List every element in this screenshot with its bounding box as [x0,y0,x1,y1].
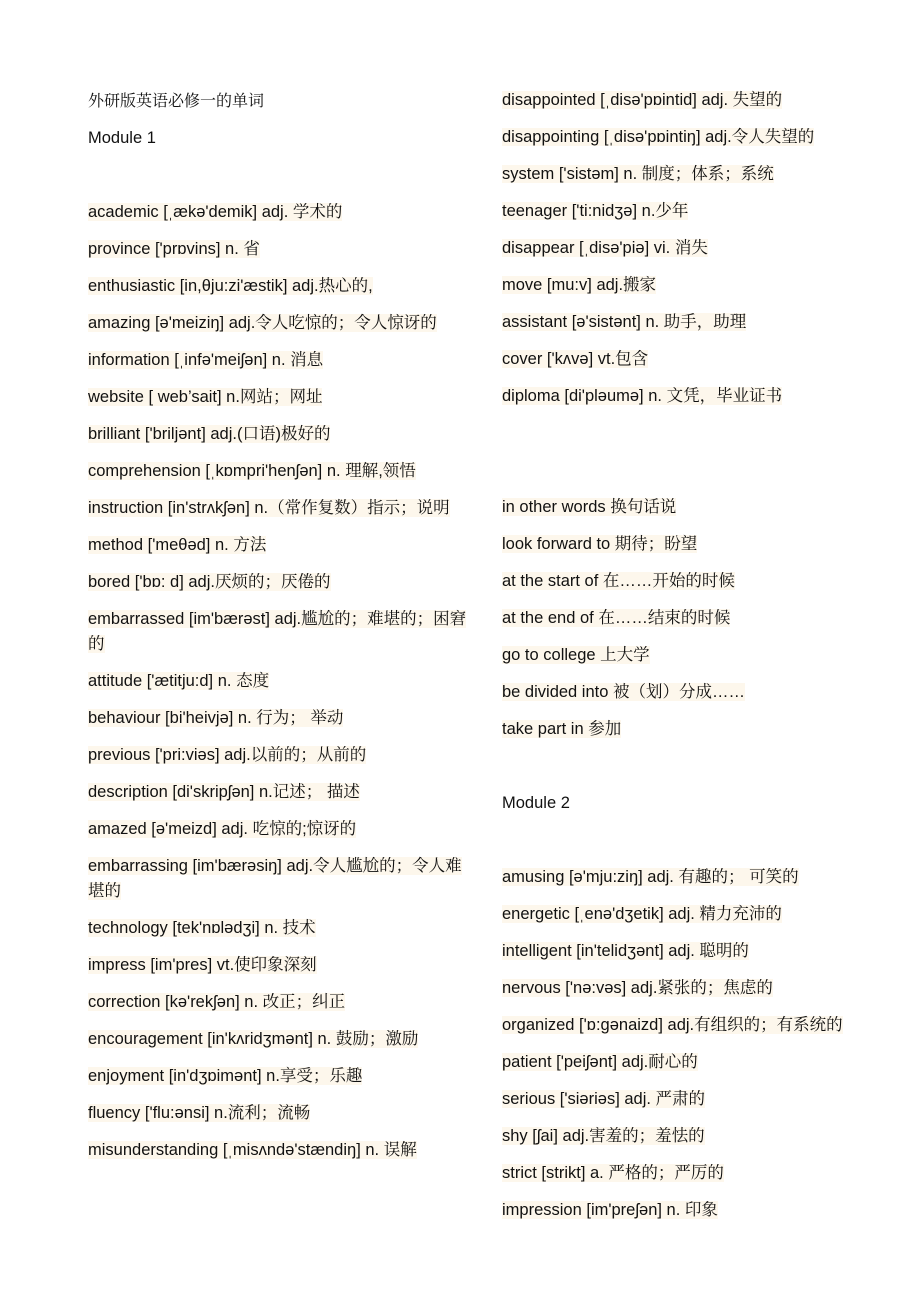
vocab-entry: strict [strikt] a. 严格的；严厉的 [502,1164,724,1182]
vocab-entry: website [ web’sait] n.网站；网址 [88,388,323,406]
vocab-entry: take part in 参加 [502,720,622,738]
paragraph [88,274,478,299]
paragraph [88,990,478,1015]
vocab-entry: nervous ['nə:vəs] adj.紧张的；焦虑的 [502,979,773,997]
vocab-entry: enthusiastic [in,θju:zi'æstik] adj.热心的, [88,277,373,295]
module-heading: Module 1 [88,129,156,147]
vocab-entry: attitude ['ætitju:d] n. 态度 [88,672,270,690]
paragraph [502,273,882,298]
vocab-entry: comprehension [ˌkɒmpri'henʃən] n. 理解,领悟 [88,462,416,480]
paragraph [88,854,478,904]
paragraph [502,1161,882,1186]
vocab-entry: academic [ˌækə'demik] adj. 学术的 [88,203,343,221]
paragraph [88,88,478,114]
paragraph [502,902,882,927]
vocab-entry: organized ['ɒ:gənaizd] adj.有组织的；有系统的 [502,1016,843,1034]
blank-line [502,458,882,483]
vocab-entry: intelligent [in'telidʒənt] adj. 聪明的 [502,942,749,960]
module-heading: Module 2 [502,794,570,812]
right-column [502,88,882,1235]
paragraph [502,1050,882,1075]
paragraph [88,422,478,447]
vocab-entry: misunderstanding [ˌmisʌndə'stændiŋ] n. 误解 [88,1141,417,1159]
paragraph [88,496,478,521]
paragraph [88,237,478,262]
vocab-entry: technology [tek'nɒlədʒi] n. 技术 [88,919,316,937]
vocab-entry: bored ['bɒ: d] adj.厌烦的；厌倦的 [88,573,331,591]
vocab-entry: cover ['kʌvə] vt.包含 [502,350,649,368]
paragraph [502,606,882,631]
paragraph [88,607,478,657]
document-title: 外研版英语必修一的单词 [88,91,265,110]
vocab-entry: information [ˌinfə'meiʃən] n. 消息 [88,351,324,369]
paragraph [502,976,882,1001]
vocab-entry: disappear [ˌdisə'piə] vi. 消失 [502,239,708,257]
blank-line [88,163,478,188]
paragraph [502,162,882,187]
paragraph [502,88,882,113]
paragraph [88,1064,478,1089]
paragraph [88,533,478,558]
paragraph [502,643,882,668]
paragraph [88,1138,478,1163]
paragraph [502,1124,882,1149]
paragraph [88,817,478,842]
vocab-entry: embarrassing [im'bærəsiŋ] adj.令人尴尬的；令人难堪的 [88,857,462,900]
paragraph [502,1013,882,1038]
paragraph [88,916,478,941]
vocab-entry: energetic [ˌenə'dʒetik] adj. 精力充沛的 [502,905,782,923]
paragraph [502,532,882,557]
vocab-entry: province ['prɒvins] n. 省 [88,240,260,258]
paragraph [502,865,882,890]
paragraph [502,236,882,261]
paragraph [88,200,478,225]
paragraph [502,939,882,964]
vocab-entry: instruction [in'strʌkʃən] n.（常作复数）指示；说明 [88,499,450,517]
paragraph [502,125,882,150]
vocab-entry: method ['meθəd] n. 方法 [88,536,267,554]
paragraph [88,348,478,373]
paragraph [502,569,882,594]
vocab-entry: enjoyment [in'dʒɒimənt] n.享受；乐趣 [88,1067,363,1085]
vocab-entry: amazed [ə'meizd] adj. 吃惊的;惊讶的 [88,820,357,838]
paragraph [88,385,478,410]
vocab-entry: impression [im'preʃən] n. 印象 [502,1201,718,1219]
vocab-entry: move [mu:v] adj.搬家 [502,276,657,294]
paragraph [502,199,882,224]
vocab-entry: in other words 换句话说 [502,498,677,516]
paragraph [502,1087,882,1112]
paragraph [88,706,478,731]
paragraph [88,570,478,595]
paragraph [88,953,478,978]
vocab-entry: disappointing [ˌdisə'pɒintiŋ] adj.令人失望的 [502,128,815,146]
vocab-entry: go to college 上大学 [502,646,650,664]
paragraph [502,791,882,816]
vocab-entry: previous ['pri:viəs] adj.以前的；从前的 [88,746,367,764]
paragraph [88,459,478,484]
vocab-entry: diploma [di'pləumə] n. 文凭，毕业证书 [502,387,783,405]
vocab-entry: amusing [ə'mju:ziŋ] adj. 有趣的； 可笑的 [502,868,799,886]
vocab-entry: correction [kə'rekʃən] n. 改正；纠正 [88,993,346,1011]
paragraph [88,669,478,694]
paragraph [88,1101,478,1126]
paragraph [502,310,882,335]
paragraph [502,1198,882,1223]
vocab-entry: behaviour [bi'heivjə] n. 行为； 举动 [88,709,344,727]
vocab-entry: at the start of 在……开始的时候 [502,572,735,590]
vocab-entry: teenager ['ti:nidʒə] n.少年 [502,202,689,220]
paragraph [502,347,882,372]
paragraph [88,126,478,151]
vocab-entry: fluency ['flu:ənsi] n.流利；流畅 [88,1104,311,1122]
vocab-entry: system ['sistəm] n. 制度；体系；系统 [502,165,774,183]
vocab-entry: at the end of 在……结束的时候 [502,609,731,627]
paragraph [88,311,478,336]
paragraph [502,680,882,705]
vocab-entry: assistant [ə'sistənt] n. 助手，助理 [502,313,747,331]
vocab-entry: disappointed [ˌdisə'pɒintid] adj. 失望的 [502,91,783,109]
blank-line [502,754,882,779]
vocab-entry: look forward to 期待；盼望 [502,535,698,553]
paragraph [88,1027,478,1052]
paragraph [502,384,882,409]
vocab-entry: description [di'skripʃən] n.记述； 描述 [88,783,360,801]
paragraph [502,717,882,742]
left-column [88,88,478,1175]
vocab-entry: brilliant ['briljənt] adj.(口语)极好的 [88,425,331,443]
vocab-entry: embarrassed [im'bærəst] adj.尴尬的；难堪的；困窘的 [88,610,467,653]
vocab-entry: be divided into 被（划）分成…… [502,683,745,701]
blank-line [502,828,882,853]
blank-line [502,421,882,446]
vocab-entry: patient ['peiʃənt] adj.耐心的 [502,1053,698,1071]
vocab-entry: shy [ʃai] adj.害羞的；羞怯的 [502,1127,705,1145]
paragraph [88,780,478,805]
vocab-entry: impress [im'pres] vt.使印象深刻 [88,956,317,974]
vocab-entry: serious ['siəriəs] adj. 严肃的 [502,1090,706,1108]
vocab-entry: encouragement [in'kʌridʒmənt] n. 鼓励；激励 [88,1030,419,1048]
vocab-entry: amazing [ə'meiziŋ] adj.令人吃惊的；令人惊讶的 [88,314,437,332]
paragraph [88,743,478,768]
paragraph [502,495,882,520]
